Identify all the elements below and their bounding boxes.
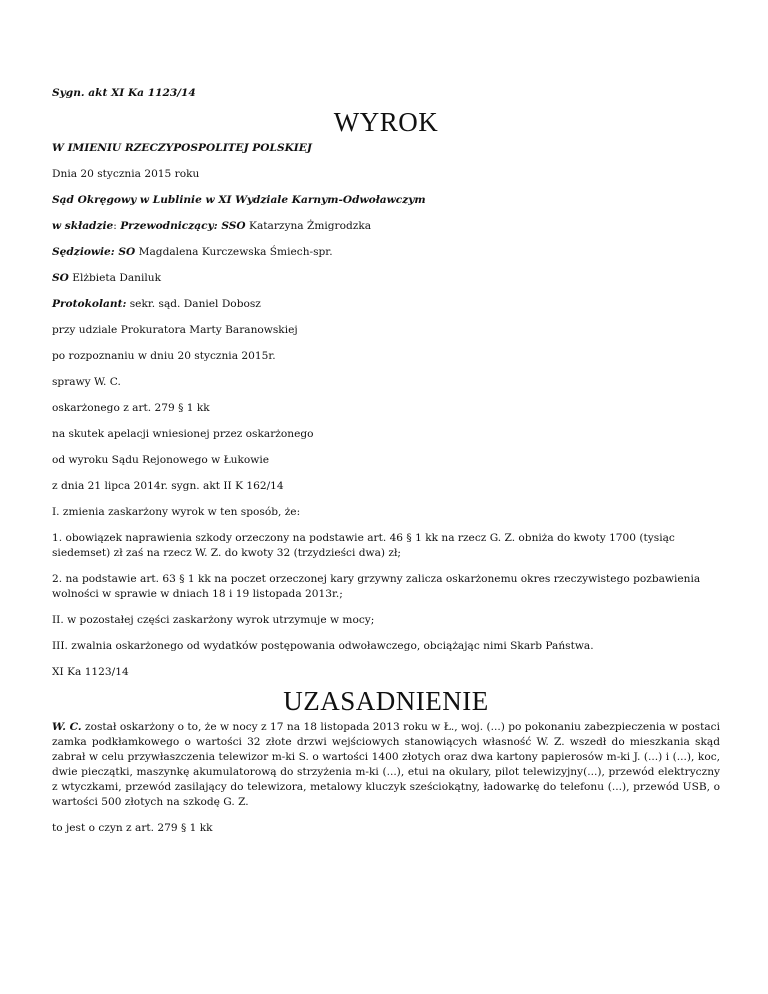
judgment-date: Dnia 20 stycznia 2015 roku: [52, 168, 200, 180]
body-line-prosecutor: przy udziale Prokuratora Marty Baranowskiej: [52, 324, 298, 336]
justification-closing: to jest o czyn z art. 279 § 1 kk: [52, 822, 213, 834]
body-line-hearing-date: po rozpoznaniu w dniu 20 stycznia 2015r.: [52, 350, 276, 362]
clerk-label: Protokolant:: [52, 298, 127, 310]
ruling-2: II. w pozostałej części zaskarżony wyrok utrzymuje w mocy;: [52, 614, 375, 626]
body-line-lower-judgment: z dnia 21 lipca 2014r. sygn. akt II K 162/14: [52, 480, 284, 492]
in-name-heading: W IMIENIU RZECZYPOSPOLITEJ POLSKIEJ: [52, 142, 312, 154]
judgment-title: WYROK: [333, 107, 439, 137]
ruling-1-2: 2. na podstawie art. 63 § 1 kk na poczet orzeczonej kary grzywny zalicza oskarżonemu okres rzeczywistego pozbawienia wolności w sprawie w dniach 18 i 19 listopada 2013r.;: [52, 573, 701, 600]
composition-label: w składzie: [52, 220, 114, 232]
judges-label: Sędziowie: SO: [52, 246, 136, 258]
chair-label: Przewodniczący: SSO: [120, 220, 246, 232]
justification-paragraph: [52, 720, 720, 810]
case-signature: Sygn. akt XI Ka 1123/14: [52, 87, 196, 99]
ruling-point-1: I. zmienia zaskarżony wyrok w ten sposób, że:: [52, 506, 301, 518]
body-line-appeal: na skutek apelacji wniesionej przez oskarżonego: [52, 428, 314, 440]
justification-signature: XI Ka 1123/14: [52, 666, 129, 678]
judge2-label: SO: [52, 272, 69, 284]
ruling-3: III. zwalnia oskarżonego od wydatków postępowania odwoławczego, obciążając nimi Skarb Państwa.: [52, 640, 594, 652]
judge2-line: [52, 271, 720, 286]
judges-line: [52, 245, 720, 260]
body-line-charge: oskarżonego z art. 279 § 1 kk: [52, 402, 210, 414]
judge1-name: Magdalena Kurczewska Śmiech-spr.: [135, 246, 333, 258]
ruling-1-1: 1. obowiązek naprawienia szkody orzeczony na podstawie art. 46 § 1 kk na rzecz G. Z. obniża do kwoty 1700 (tysiąc siedemset) zł zaś na rzecz W. Z. do kwoty 32 (trzydzieści dwa) zł;: [52, 532, 675, 559]
judgment-document: [52, 86, 720, 847]
body-line-case: sprawy W. C.: [52, 376, 121, 388]
judge2-name: Elżbieta Daniluk: [68, 272, 161, 284]
justification-text: został oskarżony o to, że w nocy z 17 na 18 listopada 2013 roku w Ł., woj. (...) po pokonaniu zabezpieczenia w postaci zamka podkłamkowego o wartości 32 złote drzwi wejściowych stanowiących własność W. Z. wszedł do mieszkania skąd zabrał w celu przywłaszczenia telewizor m-ki S. o wartości 1400 złotych oraz dwa kartony papierosów m-ki J. (...) i (...), koc, dwie pieczątki, maszynkę akumulatorową do strzyżenia m-ki (...), etui na okulary, pilot telewizyjny(...), przewód elektryczny z wtyczkami, przewód zasilający do telewizora, metalowy kluczyk sześciokątny, ładowarkę do telefonu (...), przewód USB, o wartości 500 złotych na szkodę G. Z.: [52, 721, 720, 808]
composition-line: [52, 219, 720, 234]
composition-colon: :: [113, 220, 121, 232]
body-line-lower-court: od wyroku Sądu Rejonowego w Łukowie: [52, 454, 270, 466]
clerk-name: sekr. sąd. Daniel Dobosz: [126, 298, 261, 310]
court-name: Sąd Okręgowy w Lublinie w XI Wydziale Karnym-Odwoławczym: [52, 194, 426, 206]
clerk-line: [52, 297, 720, 312]
justification-title: UZASADNIENIE: [283, 686, 489, 716]
chair-name: Katarzyna Żmigrodzka: [245, 220, 372, 232]
defendant-name: W. C.: [52, 721, 82, 733]
